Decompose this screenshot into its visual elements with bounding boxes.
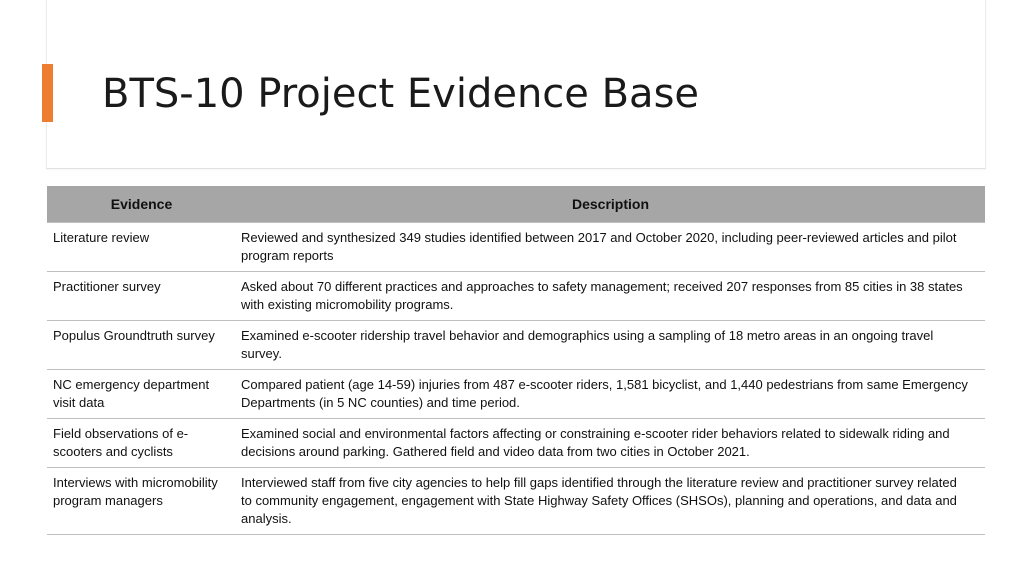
evidence-cell: Practitioner survey — [47, 272, 236, 321]
header-evidence: Evidence — [47, 186, 236, 223]
description-cell: Examined e-scooter ridership travel behavior and demographics using a sampling of 18 metro areas in an ongoing travel survey. — [236, 321, 985, 370]
evidence-cell: Populus Groundtruth survey — [47, 321, 236, 370]
evidence-cell: Field observations of e-scooters and cyclists — [47, 419, 236, 468]
title-accent-bar — [42, 64, 53, 122]
description-cell: Interviewed staff from five city agencies to help fill gaps identified through the literature review and practitioner survey related to community engagement, engagement with State Highway Safety Offices (SHSOs), planning and operations, and data and analysis. — [236, 468, 985, 535]
description-cell: Compared patient (age 14-59) injuries from 487 e-scooter riders, 1,581 bicyclist, and 1,440 pedestrians from same Emergency Departments (in 5 NC counties) and time period. — [236, 370, 985, 419]
evidence-cell: Literature review — [47, 223, 236, 272]
table-header-row — [47, 186, 985, 223]
table-row — [47, 468, 985, 535]
evidence-cell: Interviews with micromobility program managers — [47, 468, 236, 535]
table-row — [47, 321, 985, 370]
table-row — [47, 272, 985, 321]
description-cell: Reviewed and synthesized 349 studies identified between 2017 and October 2020, including peer-reviewed articles and pilot program reports — [236, 223, 985, 272]
table-row — [47, 223, 985, 272]
header-description: Description — [236, 186, 985, 223]
evidence-table — [47, 186, 985, 535]
description-cell: Examined social and environmental factors affecting or constraining e-scooter rider behaviors related to sidewalk riding and decisions around parking. Gathered field and video data from two cities in October 2021. — [236, 419, 985, 468]
table-row — [47, 370, 985, 419]
description-cell: Asked about 70 different practices and approaches to safety management; received 207 responses from 85 cities in 38 states with existing micromobility programs. — [236, 272, 985, 321]
table-row — [47, 419, 985, 468]
slide-title: BTS-10 Project Evidence Base — [102, 71, 700, 117]
evidence-cell: NC emergency department visit data — [47, 370, 236, 419]
